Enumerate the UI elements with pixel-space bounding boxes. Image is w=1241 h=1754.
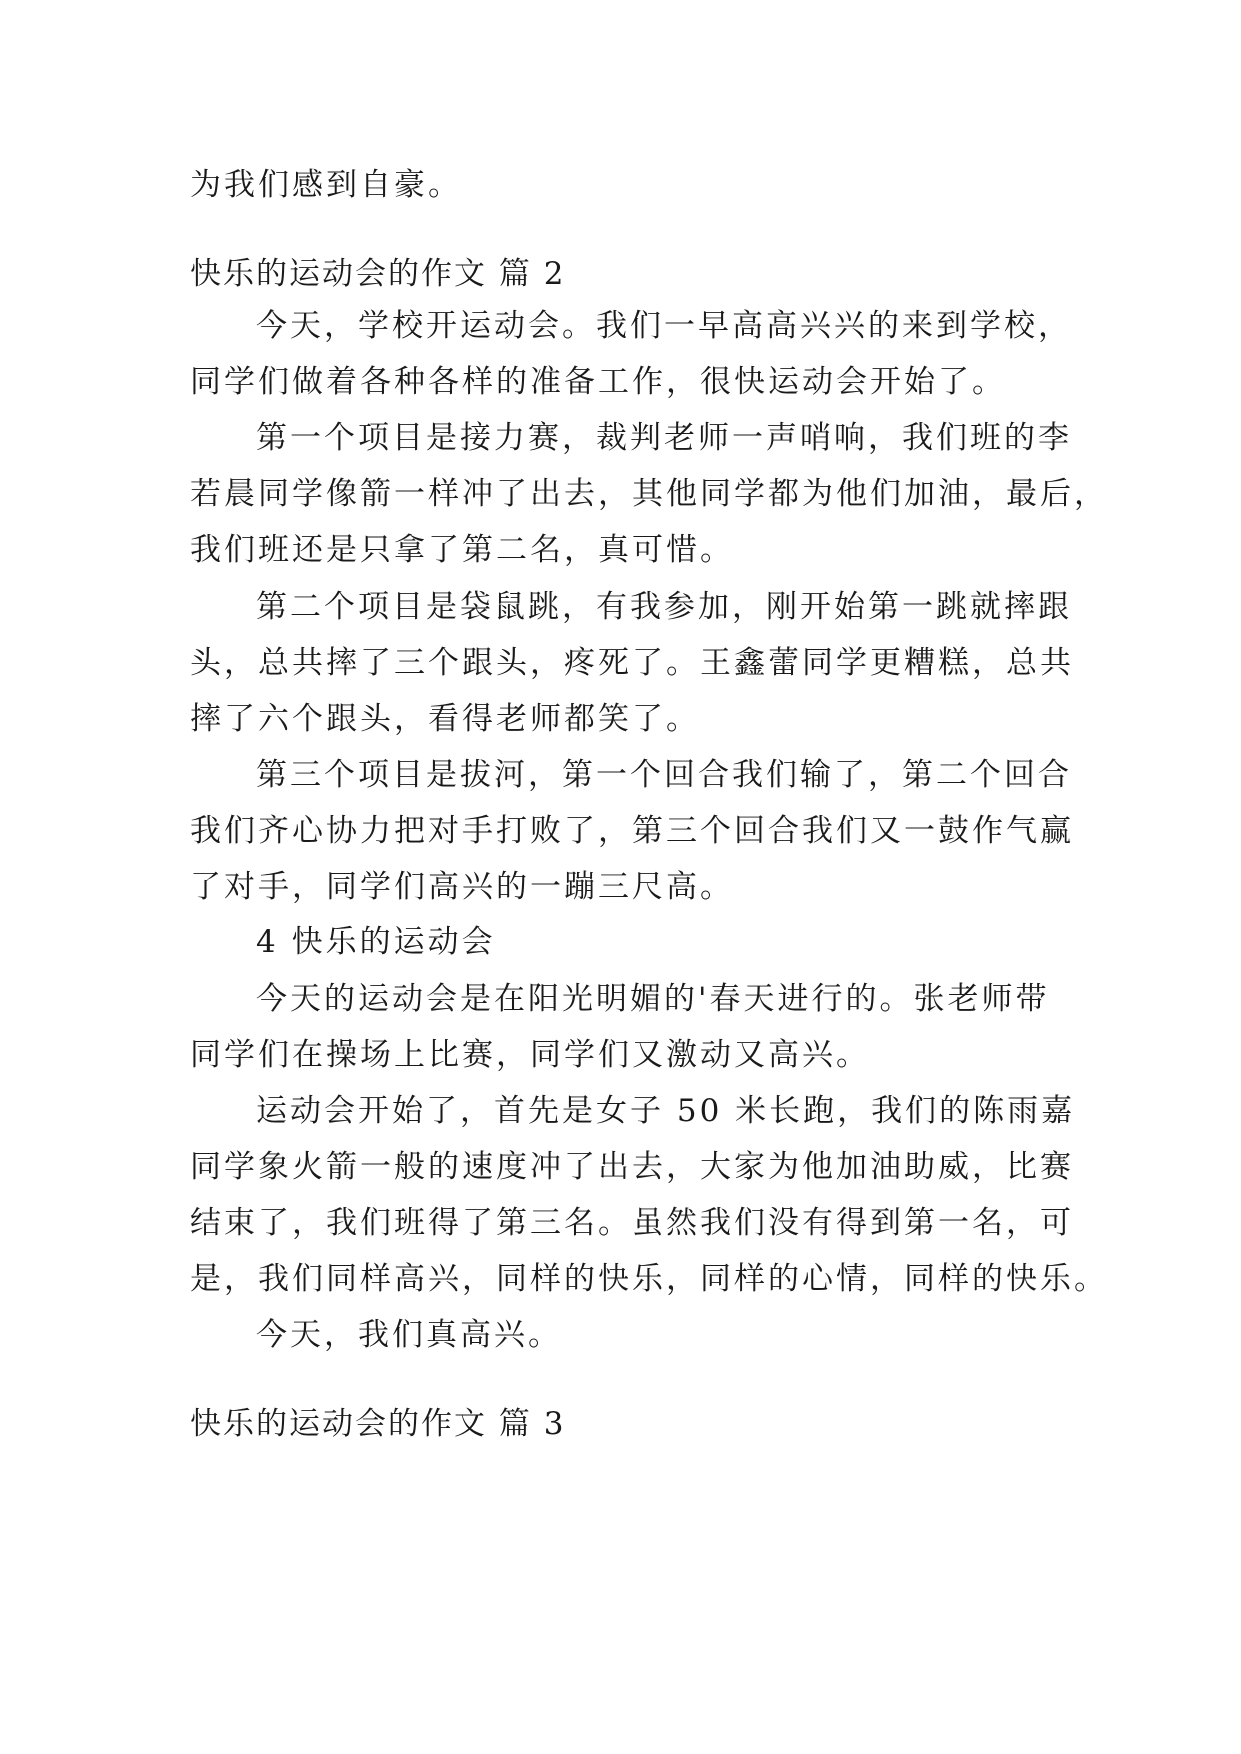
text-line: 我们班还是只拿了第二名，真可惜。 — [190, 532, 734, 568]
paragraph-start-line: 今天，学校开运动会。我们一早高高兴兴的来到学校， — [256, 308, 1072, 344]
section-heading-3: 快乐的运动会的作文 篇 3 — [190, 1406, 566, 1442]
text-line: 摔了六个跟头，看得老师都笑了。 — [190, 701, 700, 737]
text-line: 是，我们同样高兴，同样的快乐，同样的心情，同样的快乐。 — [190, 1261, 1108, 1297]
text-line: 同学们做着各种各样的准备工作，很快运动会开始了。 — [190, 364, 1006, 400]
text-line: 同学象火箭一般的速度冲了出去，大家为他加油助威，比赛 — [190, 1149, 1074, 1185]
text-line: 若晨同学像箭一样冲了出去，其他同学都为他们加油，最后， — [190, 476, 1108, 512]
paragraph-start-line: 运动会开始了，首先是女子 50 米长跑，我们的陈雨嘉 — [256, 1093, 1076, 1129]
paragraph-start-line: 今天的运动会是在阳光明媚的'春天进行的。张老师带 — [256, 981, 1050, 1017]
text-line: 结束了，我们班得了第三名。虽然我们没有得到第一名，可 — [190, 1205, 1074, 1241]
paragraph-start-line: 第一个项目是接力赛，裁判老师一声哨响，我们班的李 — [256, 420, 1072, 456]
subsection-title: 4 快乐的运动会 — [256, 924, 496, 960]
text-line: 头，总共摔了三个跟头，疼死了。王鑫蕾同学更糟糕，总共 — [190, 645, 1074, 681]
paragraph-start-line: 今天，我们真高兴。 — [256, 1317, 562, 1353]
section-heading-2: 快乐的运动会的作文 篇 2 — [190, 256, 566, 292]
paragraph-start-line: 第三个项目是拔河，第一个回合我们输了，第二个回合 — [256, 757, 1072, 793]
text-line: 我们齐心协力把对手打败了，第三个回合我们又一鼓作气赢 — [190, 813, 1074, 849]
text-line: 同学们在操场上比赛，同学们又激动又高兴。 — [190, 1037, 870, 1073]
text-line: 了对手，同学们高兴的一蹦三尺高。 — [190, 869, 734, 905]
text-line: 为我们感到自豪。 — [190, 167, 462, 203]
paragraph-start-line: 第二个项目是袋鼠跳，有我参加，刚开始第一跳就摔跟 — [256, 589, 1072, 625]
